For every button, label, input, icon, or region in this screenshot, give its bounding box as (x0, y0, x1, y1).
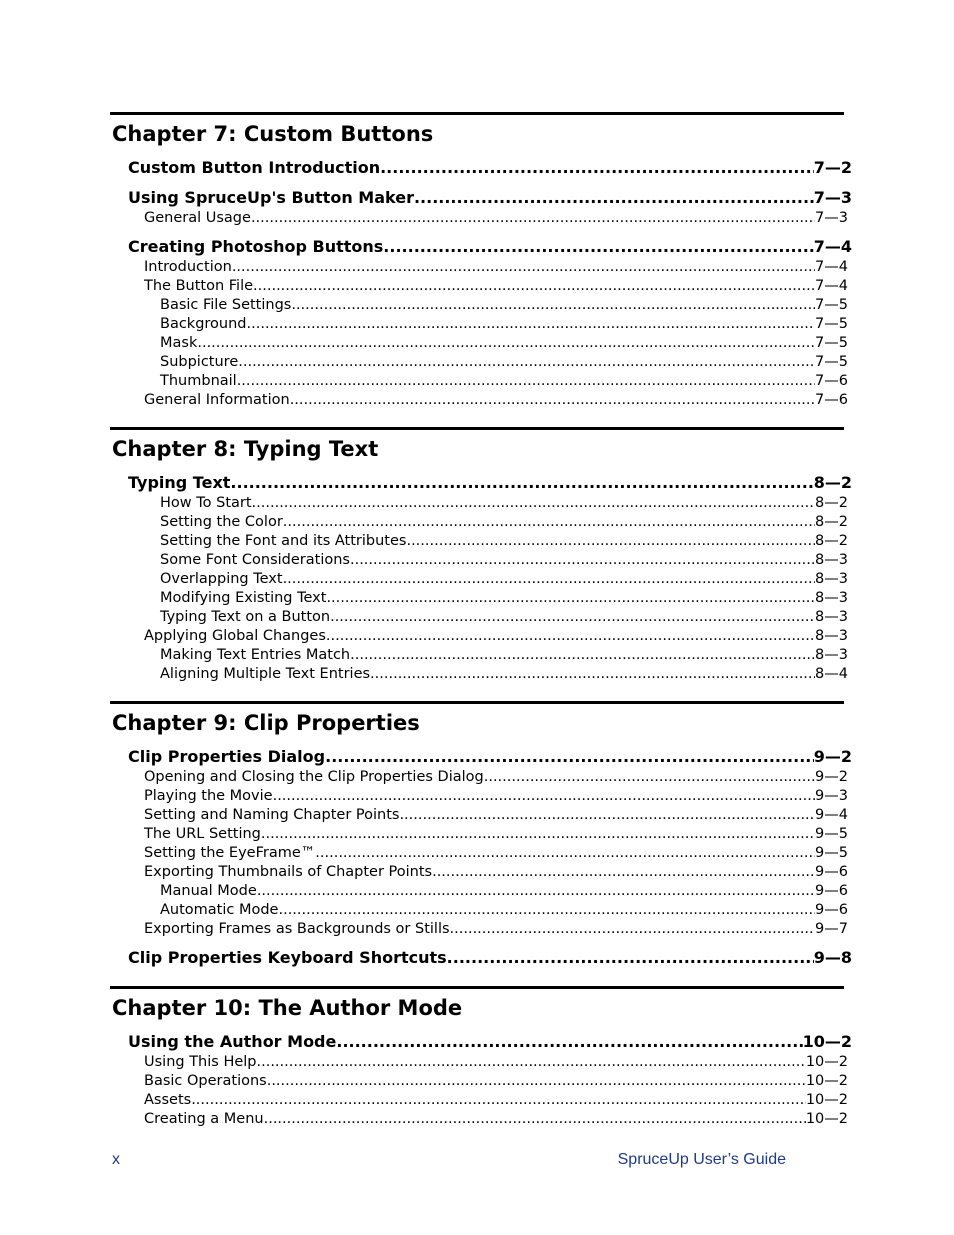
toc-entry-title: Setting the Color (160, 514, 283, 530)
toc-entry-page: 7—5 (815, 354, 848, 370)
dot-leader (290, 391, 815, 410)
toc-entry-title: Assets (144, 1092, 192, 1108)
toc-entry-page: 7—5 (815, 316, 848, 332)
toc-entry-title: Basic Operations (144, 1073, 267, 1089)
toc-entry-page: 8—3 (815, 609, 848, 625)
toc-entry-page: 9—6 (815, 883, 848, 899)
toc-entry-page: 8—4 (815, 666, 848, 682)
dot-leader (350, 646, 815, 665)
toc-entry-page: 8—3 (815, 571, 848, 587)
dot-leader (283, 513, 815, 532)
dot-leader (232, 258, 815, 277)
dot-leader (257, 1053, 806, 1072)
dot-leader (253, 277, 815, 296)
toc-entry-page: 7—5 (815, 297, 848, 313)
toc-entry-page: 9—6 (815, 902, 848, 918)
chapter-section (110, 986, 852, 1129)
toc-entry-page: 9—4 (815, 807, 848, 823)
toc-entry-title: Basic File Settings (160, 297, 292, 313)
toc-entry[interactable] (144, 768, 848, 787)
toc-entry[interactable] (144, 787, 848, 806)
toc-entry-title: General Information (144, 392, 290, 408)
chapter-section (110, 427, 852, 684)
toc-entry[interactable] (144, 1053, 848, 1072)
toc-entry[interactable] (144, 391, 848, 410)
toc-entry-page: 7—6 (815, 373, 848, 389)
toc-entry-page: 7—2 (813, 158, 852, 177)
toc-entry-title: Custom Button Introduction (128, 158, 381, 177)
toc-entry-title: Setting the EyeFrame™ (144, 845, 316, 861)
toc-entry-title: How To Start (160, 495, 252, 511)
toc-entry[interactable] (144, 258, 848, 277)
dot-leader (380, 157, 814, 179)
dot-leader (406, 532, 815, 551)
toc-entry[interactable] (160, 570, 848, 589)
toc-entry[interactable] (160, 532, 848, 551)
toc-entry-title: Applying Global Changes (144, 628, 326, 644)
toc-entry-page: 7—4 (815, 259, 848, 275)
toc-entry[interactable] (144, 1072, 848, 1091)
dot-leader (247, 315, 816, 334)
toc-entry-title: Manual Mode (160, 883, 257, 899)
toc-entry[interactable] (144, 1110, 848, 1129)
toc-entry-page: 9—2 (813, 747, 852, 766)
toc-entry[interactable] (160, 882, 848, 901)
toc-entry-title: Creating Photoshop Buttons (128, 237, 384, 256)
toc-entry[interactable] (128, 157, 852, 179)
dot-leader (326, 627, 815, 646)
toc-entry[interactable] (128, 236, 852, 258)
toc-entry-title: Automatic Mode (160, 902, 279, 918)
toc-entry[interactable] (160, 646, 848, 665)
toc-entry-page: 7—4 (815, 278, 848, 294)
toc-entry-page: 8—2 (815, 514, 848, 530)
toc-entry[interactable] (160, 494, 848, 513)
toc-entry[interactable] (160, 665, 848, 684)
toc-entry-title: Introduction (144, 259, 232, 275)
toc-entry-title: General Usage (144, 210, 251, 226)
toc-entry[interactable] (160, 315, 848, 334)
toc-entry-page: 7—3 (815, 210, 848, 226)
chapter-section (110, 701, 852, 969)
toc-entry-page: 7—3 (813, 188, 852, 207)
chapter-title: Chapter 9: Clip Properties (110, 701, 844, 738)
toc-entry-page: 9—8 (813, 948, 852, 967)
footer-page-number: x (112, 1151, 120, 1168)
table-of-contents (110, 112, 852, 1146)
toc-entry-page: 8—2 (815, 495, 848, 511)
dot-leader (197, 334, 815, 353)
toc-entry[interactable] (144, 806, 848, 825)
dot-leader (230, 472, 813, 494)
toc-entry-title: Aligning Multiple Text Entries (160, 666, 371, 682)
toc-entry[interactable] (144, 1091, 848, 1110)
toc-entry-title: Typing Text on a Button (160, 609, 331, 625)
toc-entry[interactable] (160, 372, 848, 391)
footer-book-title: SpruceUp User’s Guide (617, 1151, 786, 1168)
dot-leader (273, 787, 815, 806)
toc-entry-page: 10—2 (805, 1054, 848, 1070)
toc-entry-title: Mask (160, 335, 198, 351)
toc-entry-title: Using the Author Mode (128, 1032, 337, 1051)
toc-entry-page: 10—2 (805, 1092, 848, 1108)
toc-entry-page: 9—3 (815, 788, 848, 804)
toc-entry[interactable] (128, 187, 852, 209)
toc-entry-title: Subpicture (160, 354, 239, 370)
toc-entry[interactable] (144, 277, 848, 296)
toc-entry-page: 9—6 (815, 864, 848, 880)
toc-entry-page: 8—3 (815, 552, 848, 568)
toc-entry[interactable] (144, 825, 848, 844)
dot-leader (330, 608, 815, 627)
toc-entry[interactable] (128, 472, 852, 494)
dot-leader (325, 746, 814, 768)
dot-leader (350, 551, 815, 570)
toc-entry-title: Clip Properties Dialog (128, 747, 326, 766)
toc-entry-page: 10—2 (805, 1111, 848, 1127)
toc-entry[interactable] (160, 353, 848, 372)
toc-entry[interactable] (144, 844, 848, 863)
toc-entry-title: The URL Setting (144, 826, 261, 842)
toc-entry-page: 9—5 (815, 826, 848, 842)
dot-leader (264, 1110, 806, 1129)
toc-entry-title: Overlapping Text (160, 571, 283, 587)
chapter-section (110, 112, 852, 410)
toc-entry[interactable] (160, 334, 848, 353)
dot-leader (257, 882, 815, 901)
dot-leader (484, 768, 815, 787)
toc-entry-title: Background (160, 316, 247, 332)
toc-entry-title: Opening and Closing the Clip Properties Dialog (144, 769, 484, 785)
toc-entry-page: 7—6 (815, 392, 848, 408)
toc-entry-title: Making Text Entries Match (160, 647, 351, 663)
toc-entry-page: 9—2 (815, 769, 848, 785)
toc-entry[interactable] (128, 746, 852, 768)
toc-entry-page: 9—7 (815, 921, 848, 937)
chapter-title: Chapter 7: Custom Buttons (110, 112, 844, 149)
dot-leader (432, 863, 815, 882)
toc-entry[interactable] (160, 551, 848, 570)
dot-leader (336, 1031, 802, 1053)
toc-entry-page: 10—2 (805, 1073, 848, 1089)
toc-entry-page: 7—5 (815, 335, 848, 351)
toc-entry-title: Typing Text (128, 473, 231, 492)
toc-entry[interactable] (128, 1031, 852, 1053)
toc-entry[interactable] (144, 209, 848, 228)
toc-entry[interactable] (144, 863, 848, 882)
toc-entry[interactable] (160, 589, 848, 608)
toc-entry-title: Thumbnail (160, 373, 237, 389)
toc-entry-title: Creating a Menu (144, 1111, 264, 1127)
dot-leader (450, 920, 816, 939)
toc-entry-title: Using This Help (144, 1054, 257, 1070)
dot-leader (291, 296, 815, 315)
toc-entry[interactable] (128, 947, 852, 969)
dot-leader (237, 372, 815, 391)
page-footer (112, 1151, 786, 1169)
toc-entry-title: Exporting Thumbnails of Chapter Points (144, 864, 433, 880)
toc-entry[interactable] (144, 920, 848, 939)
toc-entry-title: Exporting Frames as Backgrounds or Stills (144, 921, 450, 937)
dot-leader (278, 901, 815, 920)
toc-entry-page: 8—2 (815, 533, 848, 549)
toc-entry-page: 8—3 (815, 590, 848, 606)
dot-leader (414, 187, 814, 209)
toc-entry-title: Using SpruceUp's Button Maker (128, 188, 414, 207)
toc-entry[interactable] (160, 296, 848, 315)
dot-leader (370, 665, 815, 684)
dot-leader (261, 825, 815, 844)
toc-entry-page: 8—3 (815, 628, 848, 644)
dot-leader (238, 353, 815, 372)
dot-leader (191, 1091, 806, 1110)
toc-entry-page: 8—3 (815, 647, 848, 663)
dot-leader (267, 1072, 806, 1091)
toc-entry-title: Playing the Movie (144, 788, 273, 804)
chapter-title: Chapter 10: The Author Mode (110, 986, 844, 1023)
toc-entry[interactable] (160, 608, 848, 627)
dot-leader (283, 570, 815, 589)
toc-entry[interactable] (144, 627, 848, 646)
toc-entry-title: Clip Properties Keyboard Shortcuts (128, 948, 447, 967)
toc-entry-title: Setting and Naming Chapter Points (144, 807, 400, 823)
toc-entry-title: The Button File (144, 278, 254, 294)
dot-leader (447, 947, 814, 969)
dot-leader (315, 844, 815, 863)
toc-entry[interactable] (160, 513, 848, 532)
toc-entry[interactable] (160, 901, 848, 920)
dot-leader (326, 589, 815, 608)
toc-entry-page: 9—5 (815, 845, 848, 861)
dot-leader (252, 494, 816, 513)
toc-entry-page: 7—4 (813, 237, 852, 256)
toc-entry-page: 10—2 (802, 1032, 852, 1051)
dot-leader (383, 236, 813, 258)
dot-leader (399, 806, 815, 825)
chapter-title: Chapter 8: Typing Text (110, 427, 844, 464)
toc-entry-title: Some Font Considerations (160, 552, 350, 568)
dot-leader (251, 209, 815, 228)
toc-entry-title: Modifying Existing Text (160, 590, 327, 606)
toc-entry-title: Setting the Font and its Attributes (160, 533, 407, 549)
toc-entry-page: 8—2 (813, 473, 852, 492)
